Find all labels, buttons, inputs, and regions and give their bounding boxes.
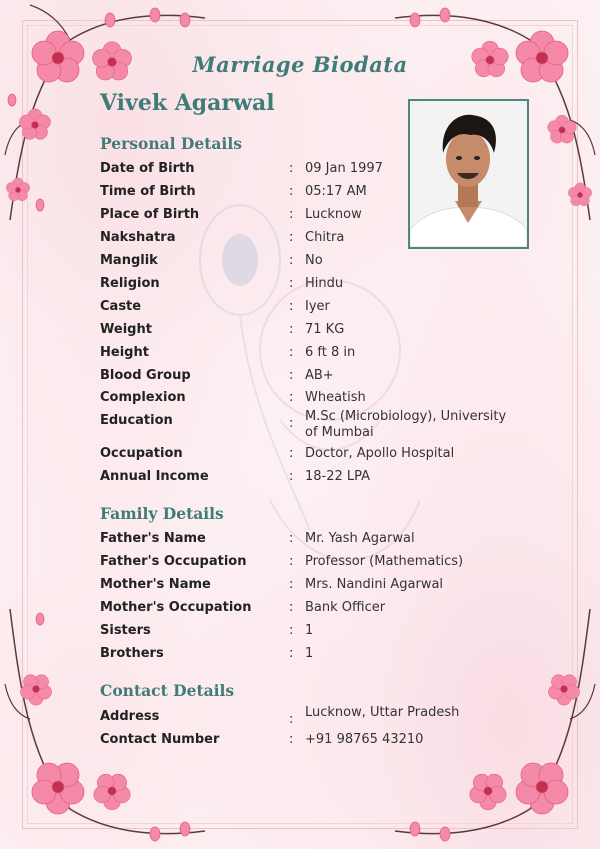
cherry-blossom-bottom-left-icon xyxy=(0,604,215,849)
row-separator: : xyxy=(289,554,294,569)
row-label: Contact Number xyxy=(100,732,220,747)
row-label: Time of Birth xyxy=(100,184,196,199)
row-separator: : xyxy=(289,390,294,405)
row-label: Manglik xyxy=(100,253,158,268)
row-separator: : xyxy=(289,161,294,176)
row-label: Blood Group xyxy=(100,368,191,383)
row-label: Date of Birth xyxy=(100,161,195,176)
row-value: Lucknow, Uttar Pradesh xyxy=(305,705,460,720)
row-label: Mother's Occupation xyxy=(100,600,252,615)
row-label: Complexion xyxy=(100,390,186,405)
row-value: Bank Officer xyxy=(305,600,386,615)
row-value: 1 xyxy=(305,623,314,638)
row-value: Wheatish xyxy=(305,390,366,405)
row-separator: : xyxy=(289,368,294,383)
row-value: Mrs. Nandini Agarwal xyxy=(305,577,444,592)
row-value: Chitra xyxy=(305,230,345,245)
row-separator: : xyxy=(289,469,294,484)
row-separator: : xyxy=(289,712,294,727)
row-value: Lucknow xyxy=(305,207,362,222)
row-label: Place of Birth xyxy=(100,207,200,222)
row-label: Caste xyxy=(100,299,142,314)
row-separator: : xyxy=(289,577,294,592)
row-label: Mother's Name xyxy=(100,577,211,592)
row-label: Religion xyxy=(100,276,160,291)
family-details-heading: Family Details xyxy=(100,504,224,523)
row-separator: : xyxy=(289,446,294,461)
row-separator: : xyxy=(289,732,294,747)
row-label: Height xyxy=(100,345,149,360)
contact-details-heading: Contact Details xyxy=(100,681,235,700)
row-label: Sisters xyxy=(100,623,151,638)
row-value: 71 KG xyxy=(305,322,345,337)
personal-details-heading: Personal Details xyxy=(100,134,242,153)
row-value: 6 ft 8 in xyxy=(305,345,356,360)
row-label: Brothers xyxy=(100,646,164,661)
row-label: Nakshatra xyxy=(100,230,176,245)
row-label: Father's Occupation xyxy=(100,554,247,569)
row-value: 09 Jan 1997 xyxy=(305,161,383,176)
row-separator: : xyxy=(289,230,294,245)
row-value: Hindu xyxy=(305,276,344,291)
row-value: Mr. Yash Agarwal xyxy=(305,531,415,546)
row-label: Weight xyxy=(100,322,152,337)
row-value: 1 xyxy=(305,646,314,661)
row-value: Iyer xyxy=(305,299,330,314)
row-value: +91 98765 43210 xyxy=(305,732,424,747)
row-label: Father's Name xyxy=(100,531,206,546)
row-label: Annual Income xyxy=(100,469,209,484)
row-separator: : xyxy=(289,416,294,431)
row-separator: : xyxy=(289,322,294,337)
row-separator: : xyxy=(289,531,294,546)
row-value: Professor (Mathematics) xyxy=(305,554,464,569)
row-separator: : xyxy=(289,207,294,222)
row-value: M.Sc (Microbiology), University of Mumbai xyxy=(305,409,507,440)
cherry-blossom-bottom-right-icon xyxy=(385,604,600,849)
row-label: Address xyxy=(100,709,160,724)
row-separator: : xyxy=(289,276,294,291)
row-value: No xyxy=(305,253,323,268)
row-separator: : xyxy=(289,184,294,199)
row-separator: : xyxy=(289,623,294,638)
row-value: 18-22 LPA xyxy=(305,469,371,484)
row-separator: : xyxy=(289,299,294,314)
row-value: 05:17 AM xyxy=(305,184,367,199)
row-separator: : xyxy=(289,253,294,268)
row-value: AB+ xyxy=(305,368,334,383)
row-label: Occupation xyxy=(100,446,183,461)
row-separator: : xyxy=(289,646,294,661)
document-title: Marriage Biodata xyxy=(192,52,408,77)
row-separator: : xyxy=(289,345,294,360)
row-value: Doctor, Apollo Hospital xyxy=(305,446,455,461)
candidate-name: Vivek Agarwal xyxy=(100,90,275,116)
row-separator: : xyxy=(289,600,294,615)
row-label: Education xyxy=(100,413,173,428)
